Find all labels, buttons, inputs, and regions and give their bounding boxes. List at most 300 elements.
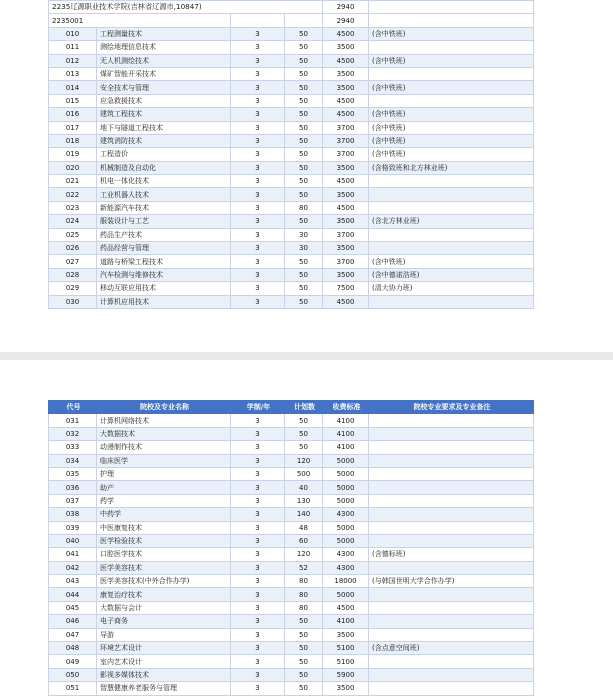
major-code: 031	[49, 414, 97, 427]
major-years: 3	[231, 282, 285, 295]
major-name: 影视多媒体技术	[97, 668, 231, 681]
table-row	[49, 255, 534, 268]
major-name: 医学检验技术	[97, 534, 231, 547]
major-fee: 5000	[323, 534, 369, 547]
major-years: 3	[231, 134, 285, 147]
major-note: (含中铁班)	[369, 108, 534, 121]
major-plan: 50	[285, 108, 323, 121]
table-row	[49, 494, 534, 507]
major-years: 3	[231, 188, 285, 201]
major-years: 3	[231, 561, 285, 574]
major-name: 环境艺术设计	[97, 642, 231, 655]
header-note: 院校专业要求及专业备注	[369, 401, 534, 414]
major-years: 3	[231, 242, 285, 255]
school-row	[49, 1, 534, 14]
major-fee: 5900	[323, 668, 369, 681]
major-plan: 120	[285, 454, 323, 467]
major-name: 计算机网络技术	[97, 414, 231, 427]
major-code: 019	[49, 148, 97, 161]
major-note	[369, 494, 534, 507]
group-plan: 2940	[323, 14, 369, 27]
major-years: 3	[231, 414, 285, 427]
major-fee: 3500	[323, 242, 369, 255]
major-years: 3	[231, 175, 285, 188]
table-row	[49, 575, 534, 588]
header-years: 学制/年	[231, 401, 285, 414]
major-code: 013	[49, 67, 97, 80]
major-years: 3	[231, 575, 285, 588]
major-code: 048	[49, 642, 97, 655]
major-years: 3	[231, 268, 285, 281]
major-code: 033	[49, 441, 97, 454]
major-note	[369, 454, 534, 467]
major-fee: 3500	[323, 268, 369, 281]
major-plan: 130	[285, 494, 323, 507]
major-name: 口腔医学技术	[97, 548, 231, 561]
major-fee: 5000	[323, 588, 369, 601]
major-code: 023	[49, 201, 97, 214]
major-years: 3	[231, 682, 285, 695]
major-note	[369, 534, 534, 547]
major-fee: 4500	[323, 54, 369, 67]
major-note: (含中德诺浩班)	[369, 268, 534, 281]
major-years: 3	[231, 628, 285, 641]
table-row	[49, 108, 534, 121]
major-code: 032	[49, 427, 97, 440]
major-code: 018	[49, 134, 97, 147]
major-fee: 4500	[323, 295, 369, 308]
major-fee: 3700	[323, 255, 369, 268]
major-name: 工业机器人技术	[97, 188, 231, 201]
group-row	[49, 14, 534, 27]
major-name: 动漫制作技术	[97, 441, 231, 454]
major-years: 3	[231, 81, 285, 94]
table-row	[49, 682, 534, 695]
major-code: 015	[49, 94, 97, 107]
major-plan: 50	[285, 121, 323, 134]
major-fee: 7500	[323, 282, 369, 295]
major-name: 临床医学	[97, 454, 231, 467]
major-years: 3	[231, 41, 285, 54]
major-plan: 50	[285, 54, 323, 67]
school-name: 2235辽源职业技术学院(吉林省辽源市,10847)	[49, 1, 323, 14]
major-code: 043	[49, 575, 97, 588]
major-note	[369, 561, 534, 574]
major-name: 机电一体化技术	[97, 175, 231, 188]
major-code: 026	[49, 242, 97, 255]
major-name: 药品生产技术	[97, 228, 231, 241]
table-row	[49, 414, 534, 427]
table-row	[49, 41, 534, 54]
table-row	[49, 148, 534, 161]
major-name: 药品经营与管理	[97, 242, 231, 255]
major-note	[369, 441, 534, 454]
major-fee: 3500	[323, 188, 369, 201]
major-note: (含点意空间班)	[369, 642, 534, 655]
major-name: 汽车检测与维修技术	[97, 268, 231, 281]
table-row	[49, 201, 534, 214]
major-fee: 3500	[323, 67, 369, 80]
major-name: 建筑消防技术	[97, 134, 231, 147]
major-note	[369, 521, 534, 534]
major-years: 3	[231, 427, 285, 440]
major-name: 道路与桥梁工程技术	[97, 255, 231, 268]
major-note	[369, 188, 534, 201]
major-years: 3	[231, 161, 285, 174]
major-note	[369, 467, 534, 480]
major-plan: 80	[285, 601, 323, 614]
major-code: 039	[49, 521, 97, 534]
major-name: 助产	[97, 481, 231, 494]
major-plan: 50	[285, 615, 323, 628]
major-code: 030	[49, 295, 97, 308]
major-code: 028	[49, 268, 97, 281]
group-empty-1	[231, 14, 285, 27]
major-code: 035	[49, 467, 97, 480]
major-code: 010	[49, 27, 97, 40]
table-row	[49, 215, 534, 228]
major-fee: 5000	[323, 467, 369, 480]
majors-table-page-1	[48, 0, 534, 309]
major-fee: 4100	[323, 414, 369, 427]
major-plan: 50	[285, 27, 323, 40]
table-row	[49, 54, 534, 67]
major-code: 027	[49, 255, 97, 268]
major-plan: 50	[285, 282, 323, 295]
major-code: 024	[49, 215, 97, 228]
document-page-2	[0, 360, 613, 700]
major-name: 工程测量技术	[97, 27, 231, 40]
major-fee: 4100	[323, 441, 369, 454]
major-note: (含中铁班)	[369, 27, 534, 40]
major-note	[369, 601, 534, 614]
major-note	[369, 201, 534, 214]
major-fee: 5000	[323, 521, 369, 534]
major-fee: 5100	[323, 642, 369, 655]
major-code: 014	[49, 81, 97, 94]
major-note	[369, 481, 534, 494]
table-row	[49, 521, 534, 534]
major-years: 3	[231, 534, 285, 547]
major-note	[369, 228, 534, 241]
major-note: (与韩国世明大学合作办学)	[369, 575, 534, 588]
major-fee: 3700	[323, 148, 369, 161]
major-plan: 40	[285, 481, 323, 494]
school-note	[369, 1, 534, 14]
major-note	[369, 295, 534, 308]
major-plan: 80	[285, 201, 323, 214]
major-code: 045	[49, 601, 97, 614]
major-years: 3	[231, 295, 285, 308]
major-fee: 4100	[323, 427, 369, 440]
major-plan: 50	[285, 94, 323, 107]
major-name: 煤矿智能开采技术	[97, 67, 231, 80]
major-note	[369, 242, 534, 255]
major-name: 室内艺术设计	[97, 655, 231, 668]
table-row	[49, 242, 534, 255]
major-note: (含北方林业班)	[369, 215, 534, 228]
header-name: 院校及专业名称	[97, 401, 231, 414]
major-note	[369, 668, 534, 681]
major-name: 计算机应用技术	[97, 295, 231, 308]
major-plan: 50	[285, 655, 323, 668]
major-name: 应急救援技术	[97, 94, 231, 107]
major-fee: 18000	[323, 575, 369, 588]
major-fee: 3500	[323, 215, 369, 228]
table-row	[49, 534, 534, 547]
table-row	[49, 454, 534, 467]
major-code: 029	[49, 282, 97, 295]
major-name: 地下与隧道工程技术	[97, 121, 231, 134]
header-plan: 计划数	[285, 401, 323, 414]
major-years: 3	[231, 67, 285, 80]
major-name: 康复治疗技术	[97, 588, 231, 601]
major-note	[369, 655, 534, 668]
major-fee: 4500	[323, 108, 369, 121]
page-gap	[0, 352, 613, 360]
major-fee: 4500	[323, 27, 369, 40]
major-name: 电子商务	[97, 615, 231, 628]
major-plan: 50	[285, 414, 323, 427]
major-years: 3	[231, 548, 285, 561]
major-years: 3	[231, 481, 285, 494]
major-code: 041	[49, 548, 97, 561]
major-note: (含德标班)	[369, 548, 534, 561]
major-code: 034	[49, 454, 97, 467]
major-years: 3	[231, 454, 285, 467]
major-plan: 80	[285, 588, 323, 601]
major-plan: 50	[285, 628, 323, 641]
major-plan: 50	[285, 668, 323, 681]
table-row	[49, 615, 534, 628]
major-note: (含中铁班)	[369, 81, 534, 94]
major-plan: 50	[285, 134, 323, 147]
table-row	[49, 427, 534, 440]
major-plan: 50	[285, 81, 323, 94]
major-fee: 3700	[323, 121, 369, 134]
table-row	[49, 481, 534, 494]
table-row	[49, 134, 534, 147]
major-plan: 50	[285, 427, 323, 440]
major-plan: 48	[285, 521, 323, 534]
major-note: (含中铁班)	[369, 121, 534, 134]
major-code: 017	[49, 121, 97, 134]
major-note	[369, 175, 534, 188]
major-code: 042	[49, 561, 97, 574]
major-code: 037	[49, 494, 97, 507]
major-years: 3	[231, 521, 285, 534]
header-code: 代号	[49, 401, 97, 414]
major-years: 3	[231, 215, 285, 228]
major-plan: 50	[285, 441, 323, 454]
major-fee: 4500	[323, 601, 369, 614]
major-plan: 60	[285, 534, 323, 547]
group-note	[369, 14, 534, 27]
table-row	[49, 81, 534, 94]
major-years: 3	[231, 148, 285, 161]
major-years: 3	[231, 441, 285, 454]
major-years: 3	[231, 228, 285, 241]
major-note: (含中铁班)	[369, 255, 534, 268]
table-row	[49, 121, 534, 134]
major-name: 机械制造及自动化	[97, 161, 231, 174]
major-code: 047	[49, 628, 97, 641]
major-code: 011	[49, 41, 97, 54]
major-code: 046	[49, 615, 97, 628]
table-row	[49, 467, 534, 480]
major-note	[369, 628, 534, 641]
table-row	[49, 228, 534, 241]
major-code: 038	[49, 508, 97, 521]
major-years: 3	[231, 508, 285, 521]
major-plan: 50	[285, 41, 323, 54]
major-years: 3	[231, 121, 285, 134]
major-fee: 4500	[323, 94, 369, 107]
major-fee: 4300	[323, 561, 369, 574]
major-years: 3	[231, 494, 285, 507]
major-name: 中医康复技术	[97, 521, 231, 534]
major-plan: 52	[285, 561, 323, 574]
major-name: 药学	[97, 494, 231, 507]
major-name: 医学美容技术(中外合作办学)	[97, 575, 231, 588]
major-plan: 50	[285, 188, 323, 201]
major-years: 3	[231, 467, 285, 480]
table-row	[49, 668, 534, 681]
table-row	[49, 441, 534, 454]
major-code: 025	[49, 228, 97, 241]
major-name: 大数据与会计	[97, 601, 231, 614]
table-row	[49, 175, 534, 188]
group-code: 2235001	[49, 14, 231, 27]
major-years: 3	[231, 588, 285, 601]
major-plan: 80	[285, 575, 323, 588]
table-row	[49, 508, 534, 521]
table-row	[49, 94, 534, 107]
major-fee: 4500	[323, 175, 369, 188]
majors-table-page-2	[48, 400, 534, 696]
major-plan: 50	[285, 642, 323, 655]
major-name: 建筑工程技术	[97, 108, 231, 121]
major-fee: 5100	[323, 655, 369, 668]
major-name: 移动互联应用技术	[97, 282, 231, 295]
major-name: 服装设计与工艺	[97, 215, 231, 228]
major-name: 安全技术与管理	[97, 81, 231, 94]
major-fee: 4500	[323, 201, 369, 214]
major-code: 022	[49, 188, 97, 201]
major-code: 020	[49, 161, 97, 174]
major-plan: 50	[285, 67, 323, 80]
major-plan: 30	[285, 228, 323, 241]
major-note	[369, 94, 534, 107]
major-note	[369, 427, 534, 440]
major-plan: 50	[285, 682, 323, 695]
major-note: (含中铁班)	[369, 134, 534, 147]
major-name: 护理	[97, 467, 231, 480]
major-plan: 50	[285, 215, 323, 228]
major-code: 036	[49, 481, 97, 494]
major-fee: 5000	[323, 481, 369, 494]
major-plan: 30	[285, 242, 323, 255]
group-empty-2	[285, 14, 323, 27]
major-code: 040	[49, 534, 97, 547]
major-years: 3	[231, 601, 285, 614]
major-name: 智慧健康养老服务与管理	[97, 682, 231, 695]
major-fee: 5000	[323, 494, 369, 507]
major-fee: 4100	[323, 615, 369, 628]
major-name: 无人机测绘技术	[97, 54, 231, 67]
major-years: 3	[231, 201, 285, 214]
table-row	[49, 268, 534, 281]
major-name: 导游	[97, 628, 231, 641]
major-plan: 140	[285, 508, 323, 521]
school-plan: 2940	[323, 1, 369, 14]
major-note: (含中铁班)	[369, 148, 534, 161]
table-row	[49, 655, 534, 668]
table-row	[49, 561, 534, 574]
table-row	[49, 642, 534, 655]
major-plan: 50	[285, 268, 323, 281]
major-name: 新能源汽车技术	[97, 201, 231, 214]
major-note	[369, 588, 534, 601]
table-row	[49, 295, 534, 308]
major-fee: 3500	[323, 682, 369, 695]
major-note: (清大协力班)	[369, 282, 534, 295]
major-note	[369, 414, 534, 427]
major-plan: 500	[285, 467, 323, 480]
major-name: 工程造价	[97, 148, 231, 161]
major-fee: 3700	[323, 134, 369, 147]
major-years: 3	[231, 655, 285, 668]
table-row	[49, 67, 534, 80]
major-note: (含格致班和北方林业班)	[369, 161, 534, 174]
table-row	[49, 161, 534, 174]
major-years: 3	[231, 94, 285, 107]
table-row	[49, 628, 534, 641]
major-code: 021	[49, 175, 97, 188]
major-code: 049	[49, 655, 97, 668]
major-plan: 120	[285, 548, 323, 561]
major-note	[369, 682, 534, 695]
major-fee: 3500	[323, 81, 369, 94]
major-name: 测绘地理信息技术	[97, 41, 231, 54]
major-fee: 3700	[323, 228, 369, 241]
major-years: 3	[231, 642, 285, 655]
major-years: 3	[231, 108, 285, 121]
table-row	[49, 548, 534, 561]
table-header-row	[49, 401, 534, 414]
major-fee: 3500	[323, 161, 369, 174]
major-plan: 50	[285, 295, 323, 308]
major-name: 中药学	[97, 508, 231, 521]
major-note	[369, 508, 534, 521]
major-code: 016	[49, 108, 97, 121]
major-name: 医学美容技术	[97, 561, 231, 574]
major-plan: 50	[285, 161, 323, 174]
major-years: 3	[231, 615, 285, 628]
major-code: 044	[49, 588, 97, 601]
major-name: 大数据技术	[97, 427, 231, 440]
table-row	[49, 588, 534, 601]
major-note	[369, 615, 534, 628]
major-plan: 50	[285, 148, 323, 161]
major-fee: 4300	[323, 548, 369, 561]
major-years: 3	[231, 54, 285, 67]
major-plan: 50	[285, 255, 323, 268]
major-years: 3	[231, 27, 285, 40]
major-fee: 5000	[323, 454, 369, 467]
major-note: (含中铁班)	[369, 54, 534, 67]
major-years: 3	[231, 668, 285, 681]
